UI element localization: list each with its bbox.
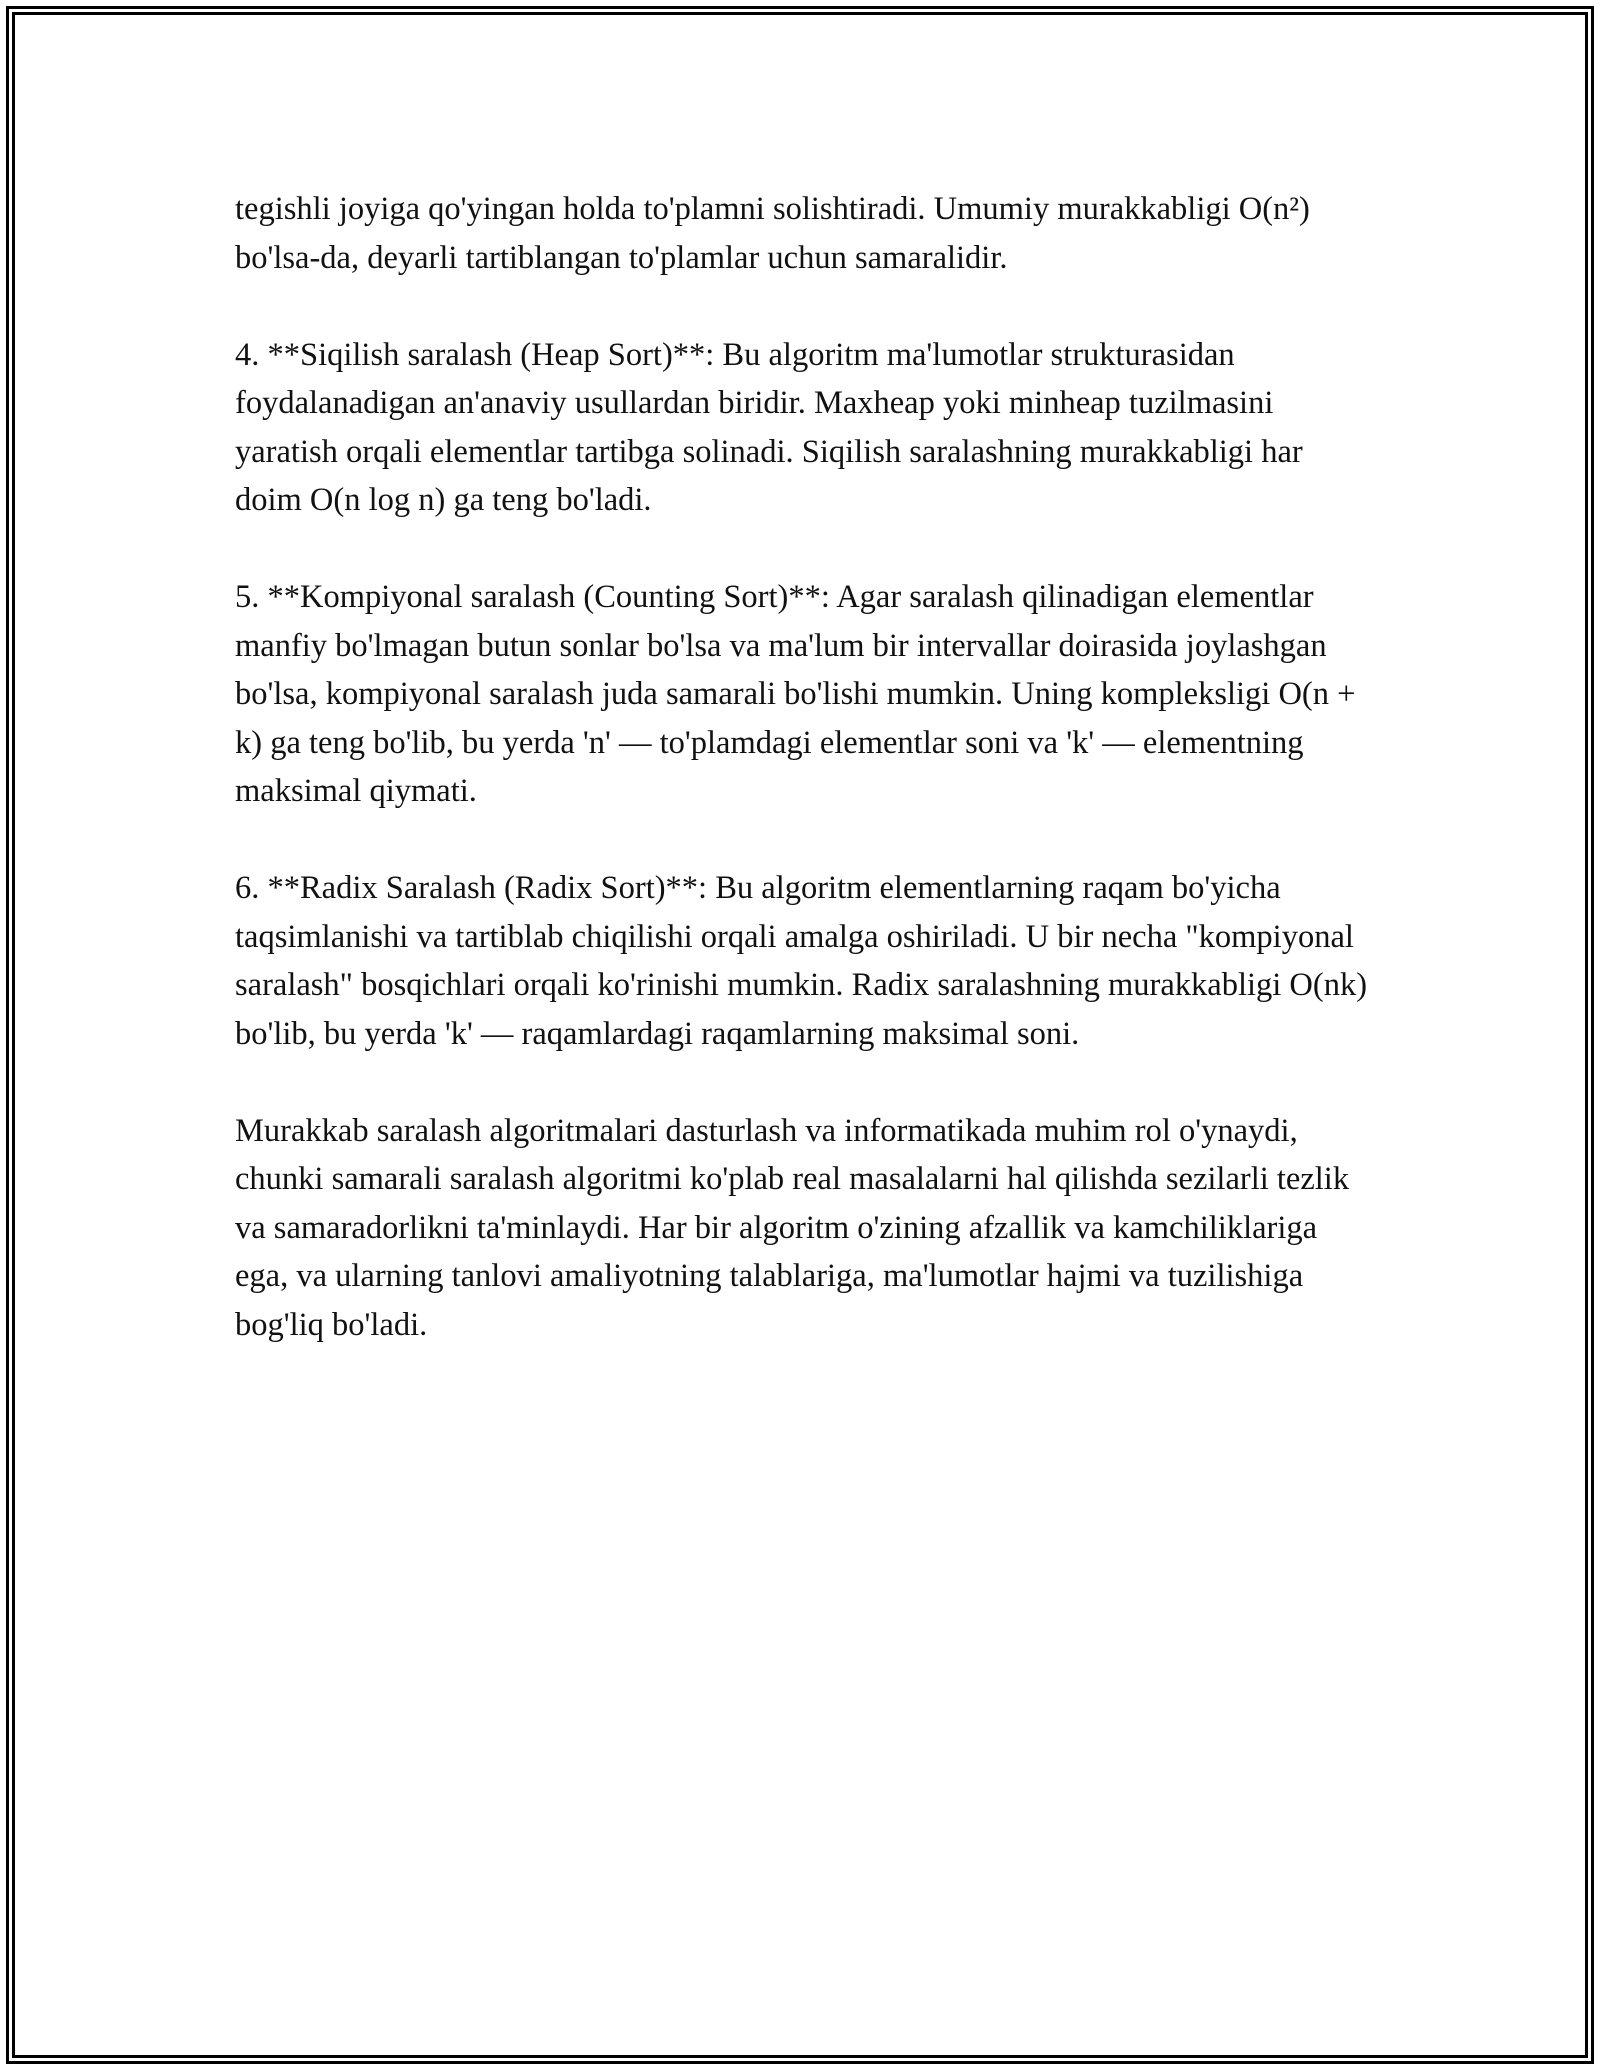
paragraph-counting-sort: 5. **Kompiyonal saralash (Counting Sort)**: Agar saralash qilinadigan elementlar manfiy bo'lmagan butun sonlar bo'lsa va ma'lum bir intervallar doirasida joylashgan bo'lsa, kompiyonal saralash juda samarali bo'lishi mumkin. Uning kompleksligi O(n + k) ga teng bo'lib, bu yerda 'n' — to'plamdagi elementlar soni va 'k' — elementning maksimal qiymati. — [235, 579, 1356, 809]
paragraph-conclusion: Murakkab saralash algoritmalari dasturlash va informatikada muhim rol o'ynaydi, chunki samarali saralash algoritmi ko'plab real masalalarni hal qilishda sezilarli tezlik va samaradorlikni ta'minlaydi. Har bir algoritm o'zining afzallik va kamchiliklariga ega, va ularning tanlovi amaliyotning talablariga, ma'lumotlar hajmi va tuzilishiga bog'liq bo'ladi. — [235, 1112, 1350, 1343]
paragraph-insertion-sort-tail: tegishli joyiga qo'yingan holda to'plamni solishtiradi. Umumiy murakkabligi O(n²) bo'lsa-da, deyarli tartiblangan to'plamlar uchun samaralidir. — [235, 191, 1310, 276]
document-body — [235, 185, 1370, 1398]
paragraph-radix-sort: 6. **Radix Saralash (Radix Sort)**: Bu algoritm elementlarning raqam bo'yicha taqsimlanishi va tartiblab chiqilishi orqali amalga oshiriladi. U bir necha "kompiyonal saralash" bosqichlari orqali ko'rinishi mumkin. Radix saralashning murakkabligi O(nk) bo'lib, bu yerda 'k' — raqamlardagi raqamlarning maksimal soni. — [235, 870, 1368, 1052]
paragraph-heap-sort: 4. **Siqilish saralash (Heap Sort)**: Bu algoritm ma'lumotlar strukturasidan foydalanadigan an'anaviy usullardan biridir. Maxheap yoki minheap tuzilmasini yaratish orqali elementlar tartibga solinadi. Siqilish saralashning murakkabligi har doim O(n log n) ga teng bo'ladi. — [235, 336, 1303, 518]
